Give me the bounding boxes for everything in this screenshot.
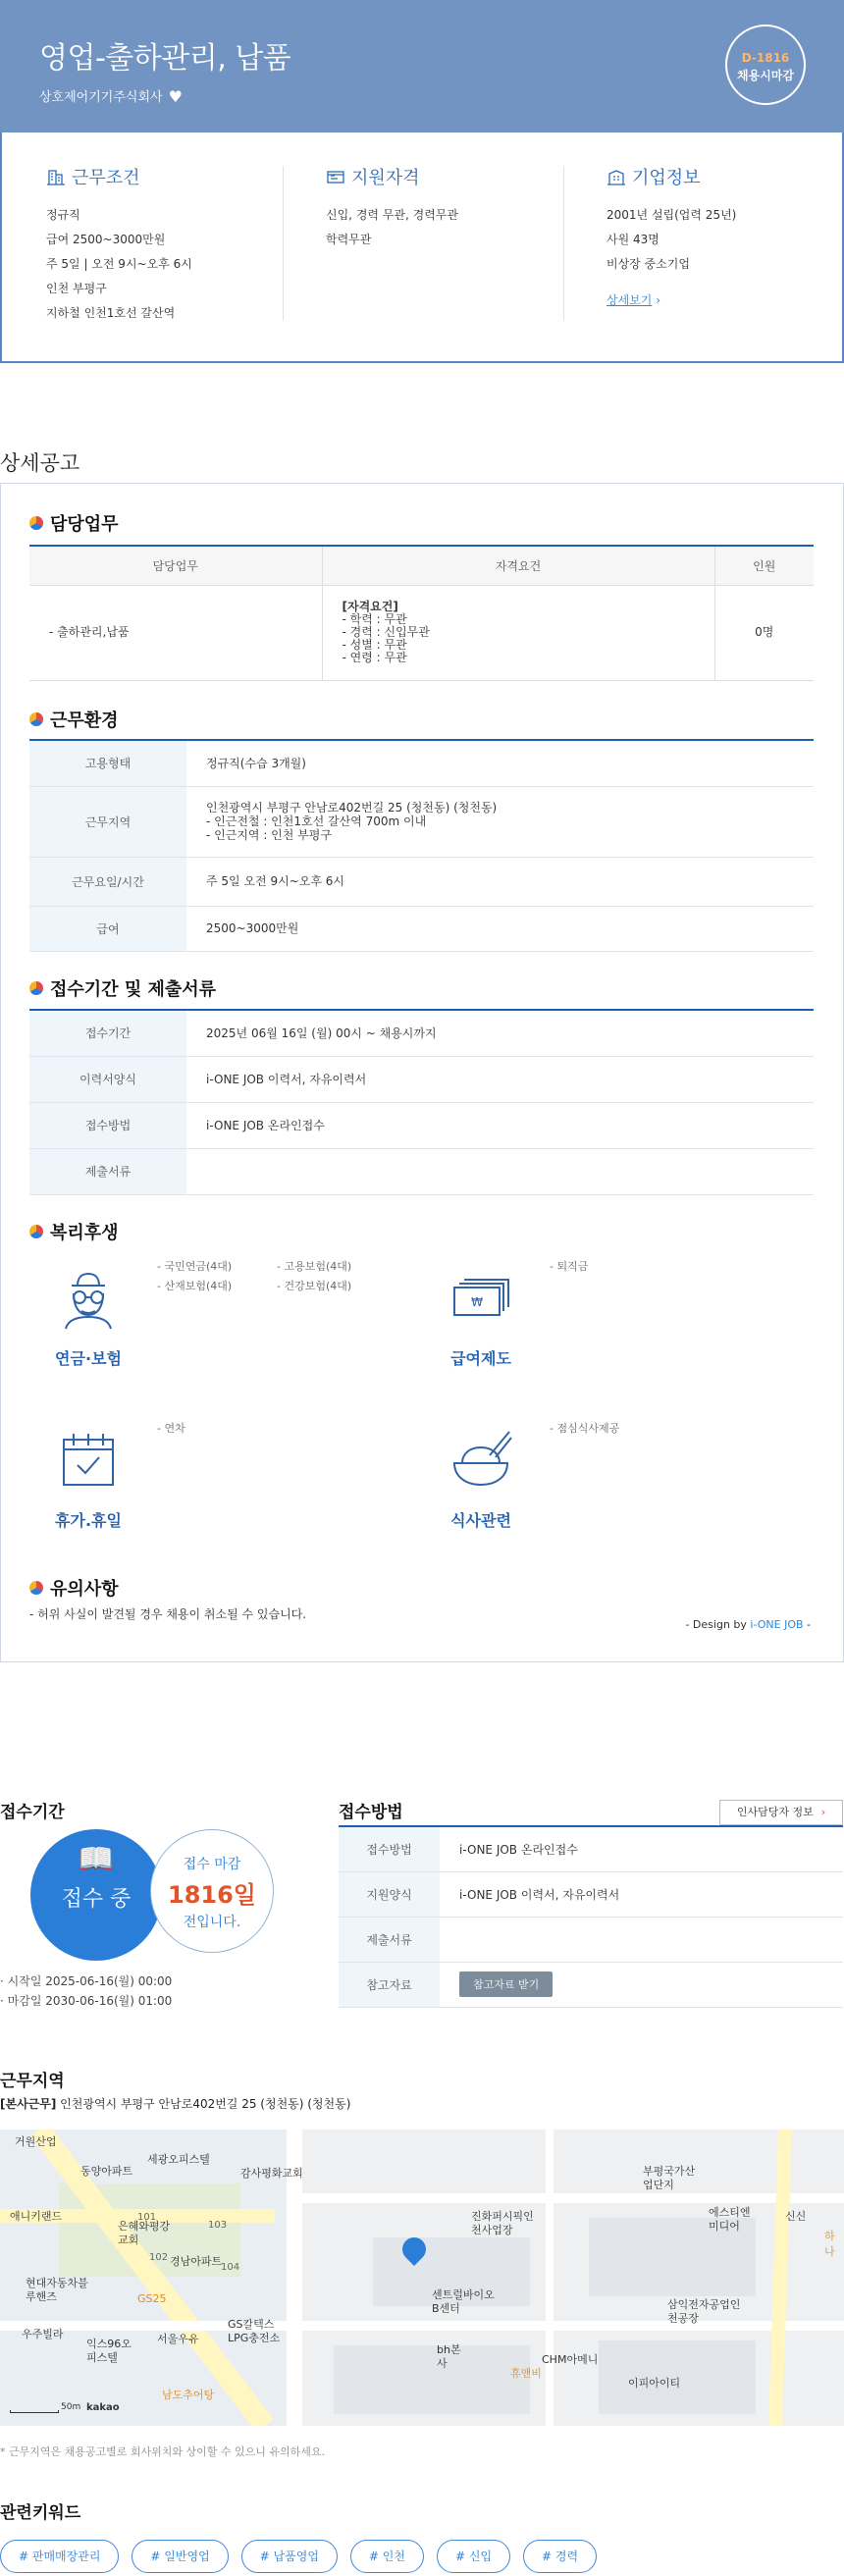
env-value: 주 5일 오전 9시~오후 6시 [186,857,814,906]
env-label: 근무요일/시간 [29,857,186,906]
deadline-label: 접수 마감 [183,1857,241,1872]
location-tag: [본사근무] [0,2097,57,2111]
keyword-tag[interactable]: # 일반영업 [132,2540,228,2573]
company-line: 비상장 중소기업 [607,257,690,271]
duty-header: 자격요건 [322,546,714,585]
map-label: GS칼텍스LPG충전소 [228,2318,281,2344]
map-label: 감사평화교회 [240,2167,303,2180]
env-line: 인천광역시 부평구 안남로402번길 25 (청천동) (청천동) [206,801,498,815]
req-title: [자격요건] [342,600,398,613]
hr-contact-button[interactable] [719,1800,843,1825]
location-address-text: 인천광역시 부평구 안남로402번길 25 (청천동) (청천동) [60,2097,351,2111]
map-label: 애니키랜드 [10,2210,63,2223]
map-scale-bar [10,2410,59,2413]
map-label: 하나 [824,2230,835,2258]
keyword-tag[interactable]: # 신입 [437,2540,510,2573]
design-suffix: - [803,1618,811,1631]
status-text: 접수 중 [61,1887,132,1912]
env-value [186,786,814,857]
company-icon [607,167,626,186]
env-value: 정규직(수습 3개월) [186,740,814,786]
period-dates [0,1971,172,2011]
welfare-name: 식사관련 [450,1511,511,1530]
map-label: 삼익전자공업인천공장 [667,2298,741,2325]
download-reference-button[interactable]: 참고자료 받기 [459,1971,553,1997]
bullet-icon [29,981,43,995]
req-line: - 연령 : 무관 [342,651,407,664]
bullet-icon [29,1581,43,1595]
heart-icon[interactable]: ♥ [168,87,183,106]
period-start: · 시작일 2025-06-16(월) 00:00 [0,1974,173,1988]
dday-badge [725,25,806,105]
map-label: 에스티엔미디어 [709,2206,751,2233]
bullet-icon [29,516,43,530]
map-label: 세광오피스텔 [147,2153,210,2166]
welfare-title: 복리후생 [50,1223,119,1243]
period-title: 접수기간 [0,1803,65,1822]
map-label: 103 [208,2220,228,2231]
keyword-tag[interactable]: # 판매매장관리 [0,2540,119,2573]
qualification [326,164,571,252]
bullet-icon [29,1225,43,1238]
apply-value: i-ONE JOB 온라인접수 [186,1102,814,1148]
dday-count: D-1816 [741,51,790,65]
location-address [0,2095,350,2112]
env-label: 고용형태 [29,740,186,786]
condition-line: 지하철 인천1호선 갈산역 [46,306,176,320]
env-line: - 인근지역 : 인천 부평구 [206,828,332,842]
chevron-right-icon[interactable]: › [656,293,661,307]
welfare-line: - 건강보험(4대) [277,1280,352,1292]
map-label: CHM아메니 [542,2353,599,2366]
qualification-line: 신입, 경력 무관, 경력무관 [326,208,458,222]
notice-heading [29,1575,119,1601]
work-conditions [46,164,291,326]
env-label: 근무지역 [29,786,186,857]
map-label: bh본사 [437,2343,461,2370]
period-end-text: 마감일 2030-06-16(월) 01:00 [7,1994,173,2008]
method-table [339,1825,843,2008]
duty-heading [29,510,119,536]
company-more-link[interactable] [607,289,844,313]
welfare-line: - 퇴직금 [550,1260,589,1273]
duty-requirements [322,585,714,680]
duty-header: 담당업무 [29,546,322,585]
notice-text: - 허위 사실이 발견될 경우 채용이 취소될 수 있습니다. [29,1607,307,1621]
deadline-suffix: 전입니다. [183,1915,241,1930]
welfare-list [550,1257,588,1277]
apply-label: 이력서양식 [29,1056,186,1102]
map-label: 101 [137,2212,157,2223]
welfare-pension [20,1264,157,1369]
welfare-list [277,1257,351,1296]
map-label: 거원산업 [15,2135,57,2148]
notice-title: 유의사항 [50,1579,119,1600]
duty-job: - 출하관리,납품 [29,585,322,680]
duty-count: 0명 [714,585,814,680]
map-label: 센트럴바이오B센터 [432,2288,495,2315]
kakao-logo: kakao [86,2402,120,2413]
qualification-line: 학력무관 [326,233,372,246]
map-label: 104 [221,2262,240,2273]
deadline-circle [150,1829,274,1953]
company-line: 2001년 설립(업력 25년) [607,208,737,222]
duty-header: 인원 [714,546,814,585]
welfare-line: - 산재보험(4대) [157,1280,233,1292]
map-label: 은혜와평강교회 [118,2220,171,2246]
apply-label: 접수기간 [29,1010,186,1056]
bullet-icon [29,712,43,726]
map-label: 현대자동차블루핸즈 [26,2277,88,2303]
req-line: - 경력 : 신입무관 [342,625,430,639]
company-info-title: 기업정보 [632,168,701,188]
location-map[interactable] [0,2129,844,2426]
person-glasses-icon [54,1264,123,1333]
condition-line: 주 5일 | 오전 9시~오후 6시 [46,257,192,271]
keyword-tag[interactable]: # 인천 [350,2540,424,2573]
divider [563,166,564,321]
map-label: 동양아파트 [80,2165,133,2178]
req-line: - 학력 : 무관 [342,612,407,626]
map-note: * 근무지역은 채용공고별로 회사위치와 상이할 수 있으니 유의하세요. [0,2445,325,2458]
period-end: · 마감일 2030-06-16(월) 01:00 [0,1994,173,2008]
welfare-heading [29,1219,119,1244]
job-title: 영업-출하관리, 납품 [39,41,291,76]
env-heading [29,707,119,732]
dday-label: 채용시마감 [737,69,794,82]
chevron-right-icon[interactable]: › [820,1806,826,1818]
detail-section-title: 상세공고 [0,451,80,475]
keywords-title: 관련키워드 [0,2503,81,2523]
design-prefix: - Design by [685,1618,751,1631]
map-label: 서울우유 [157,2333,199,2345]
company-line: 사원 43명 [607,233,659,246]
keyword-tag[interactable]: # 납품영업 [241,2540,338,2573]
qualification-title: 지원자격 [351,168,420,188]
hr-contact-label[interactable]: 인사담당자 정보 [736,1806,814,1818]
welfare-salary [412,1264,550,1369]
method-title: 접수방법 [339,1803,403,1822]
env-value: 2500~3000만원 [186,906,814,951]
method-label: 참고자료 [339,1962,440,2007]
welfare-list [550,1419,619,1439]
apply-label: 제출서류 [29,1148,186,1194]
company-more-text[interactable]: 상세보기 [607,293,653,307]
welfare-meal [412,1426,550,1531]
map-label: 우주빌라 [22,2328,64,2340]
duty-title: 담당업무 [50,514,119,535]
method-label: 지원양식 [339,1871,440,1917]
map-label: 신신 [785,2210,807,2223]
welfare-vacation [20,1426,157,1531]
welfare-name: 연금·보험 [55,1349,122,1368]
apply-value [186,1148,814,1194]
rice-bowl-icon [447,1426,515,1495]
method-label: 접수방법 [339,1826,440,1871]
divider [283,166,284,321]
method-value: i-ONE JOB 이력서, 자유이력서 [440,1871,843,1917]
company-info [607,164,844,313]
keyword-list [0,2540,597,2573]
welfare-list [157,1419,185,1439]
duty-table [29,545,814,681]
deadline-days: 1816일 [168,1881,256,1909]
welfare-name: 급여제도 [450,1349,511,1368]
condition-line: 급여 2500~3000만원 [46,233,166,246]
apply-heading [29,975,216,1001]
status-circle [30,1829,162,1961]
work-conditions-title: 근무조건 [72,168,140,188]
env-label: 급여 [29,906,186,951]
apply-value: 2025년 06월 16일 (월) 00시 ~ 채용시까지 [186,1010,814,1056]
company-name[interactable] [39,86,183,106]
welfare-line: - 연차 [157,1422,185,1435]
company-name-text[interactable]: 상호제어기기주식회사 [39,90,163,105]
apply-table [29,1009,814,1195]
keyword-tag[interactable]: # 경력 [523,2540,597,2573]
id-card-icon [326,167,345,186]
map-label: 남도추어탕 [162,2389,215,2401]
book-icon: 📖 [78,1842,115,1876]
building-icon [46,167,66,186]
job-header [0,0,844,132]
map-label: 이피아이티 [628,2377,681,2390]
method-value [440,1917,843,1962]
apply-title: 접수기간 및 제출서류 [50,979,217,1000]
money-bills-icon [447,1264,515,1333]
env-line: - 인근전철 : 인천1호선 갈산역 700m 이내 [206,815,427,828]
env-table [29,739,814,952]
map-label: GS25 [137,2292,167,2305]
design-credit [685,1618,811,1631]
condition-line: 인천 부평구 [46,282,107,295]
req-line: - 성별 : 무관 [342,638,407,652]
svg-text:₩: ₩ [471,1295,483,1309]
map-scale-label: 50m [61,2402,81,2412]
summary-box [0,132,844,363]
method-value [440,1962,843,2007]
env-title: 근무환경 [50,710,119,731]
method-value: i-ONE JOB 온라인접수 [440,1826,843,1871]
welfare-line: - 국민연금(4대) [157,1260,233,1273]
map-label: 진화퍼시픽인천사업장 [471,2210,534,2236]
condition-line: 정규직 [46,208,80,222]
map-label: 102 [149,2252,169,2263]
welfare-list [157,1257,232,1296]
map-label: 익스96오피스텔 [86,2338,132,2364]
map-label: 부평국가산업단지 [643,2165,696,2191]
calendar-check-icon [54,1426,123,1495]
method-label: 제출서류 [339,1917,440,1962]
apply-label: 접수방법 [29,1102,186,1148]
design-brand: i-ONE JOB [750,1618,804,1631]
welfare-line: - 고용보험(4대) [277,1260,352,1273]
apply-value: i-ONE JOB 이력서, 자유이력서 [186,1056,814,1102]
location-title: 근무지역 [0,2072,65,2091]
map-label: 휴앤비 [510,2367,542,2380]
welfare-name: 휴가.휴일 [55,1511,122,1530]
map-label: 경남아파트 [170,2255,223,2268]
period-start-text: 시작일 2025-06-16(월) 00:00 [7,1974,173,1988]
welfare-line: - 점심식사제공 [550,1422,620,1435]
